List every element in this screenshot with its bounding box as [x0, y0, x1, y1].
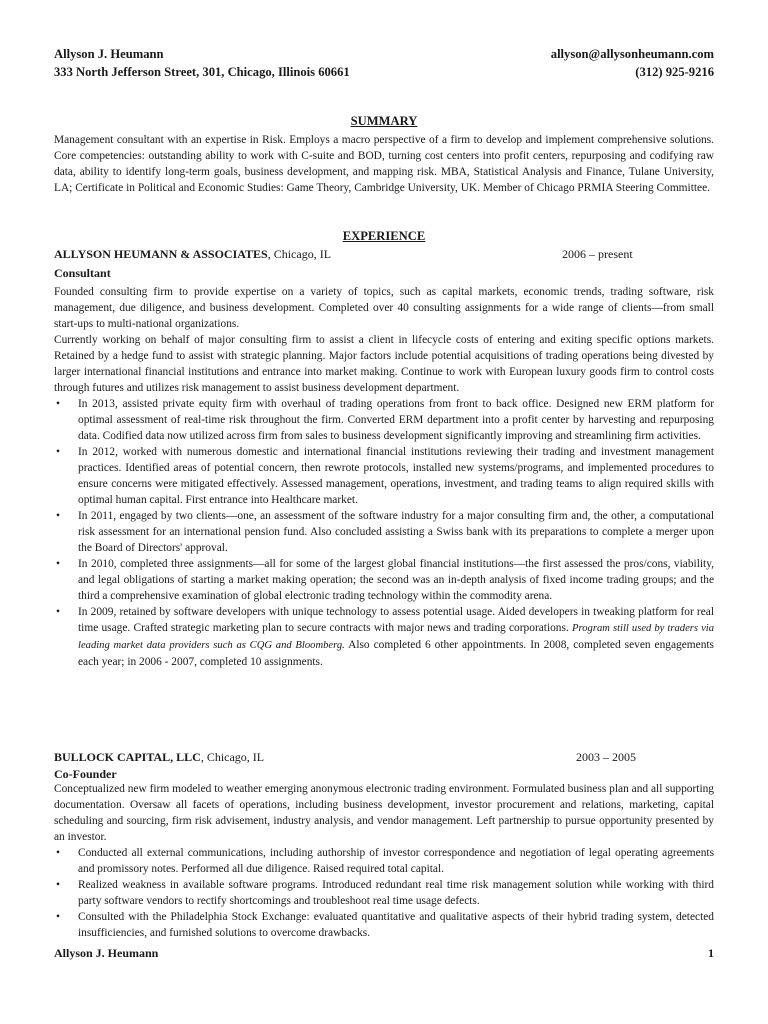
bullet-text: Realized weakness in available software programs. Introduced redundant real time risk management solution while working with third party software vendors to rectify shortcomings and troubleshoot real time usage defects.	[78, 879, 714, 907]
header-line-1	[54, 46, 714, 63]
job-paragraph: Founded consulting firm to provide expertise on a variety of topics, such as capital markets, economic trends, trading software, risk management, due diligence, and business development. Completed over 40 consulting assignments for a wide range of clients—from small start-ups to multi-national organizations.	[54, 286, 714, 330]
experience-heading: EXPERIENCE	[342, 229, 426, 243]
phone-number: (312) 925-9216	[635, 65, 714, 79]
job-role-2: Co-Founder	[54, 767, 117, 781]
bullet-text-part: In 2009, retained by software developers with unique technology to assess potential usage. Aided developers in tweaking platform for real time usage. Crafted strategic marketing plan to secure contracts with major news and trading corporations.	[78, 606, 714, 634]
list-item	[54, 396, 714, 444]
email-address[interactable]: allyson@allysonheumann.com	[550, 47, 714, 61]
job-heading-1	[54, 246, 714, 263]
bullet-icon: •	[56, 847, 60, 859]
job-bullet-list	[54, 396, 714, 670]
summary-text: Management consultant with an expertise in Risk. Employs a macro perspective of a firm to develop and implement comprehensive solutions. Core competencies: outstanding ability to work with C-suite and BOD, turning cost centers into profit centers, repurposing and codifying raw data, ability to identify long-term goals, business development, and mapping risk. MBA, Statistical Analysis and Finance, Tulane University, LA; Certificate in Political and Economic Studies: Game Theory, Cambridge University, UK. Member of Chicago PRMIA Steering Committee.	[54, 134, 714, 194]
bullet-icon: •	[56, 510, 60, 522]
list-item	[54, 444, 714, 508]
job-body-2	[54, 781, 714, 941]
job-firm: ALLYSON HEUMANN & ASSOCIATES	[54, 247, 268, 261]
list-item	[54, 845, 714, 877]
bullet-text: Conducted all external communications, including authorship of investor correspondence and negotiation of legal operating agreements and promissory notes. Performed all due diligence. Raised required total capital.	[78, 847, 714, 875]
bullet-icon: •	[56, 558, 60, 570]
bullet-text: In 2010, completed three assignments—all for some of the largest global financial institutions—the first assessed the pros/cons, viability, and legal obligations of starting a market making operation; the second was an in-depth analysis of fixed income trading groups; and the third a comprehensive examination of global electronic trading technology within the commodity arena.	[78, 558, 714, 602]
street-address: 333 North Jefferson Street, 301, Chicago, Illinois 60661	[54, 65, 350, 79]
job-location: , Chicago, IL	[267, 247, 332, 261]
list-item	[54, 508, 714, 556]
bullet-icon: •	[56, 911, 60, 923]
bullet-icon: •	[56, 398, 60, 410]
job-dates: 2003 – 2005	[576, 750, 636, 764]
footer-name: Allyson J. Heumann	[54, 946, 159, 960]
header-line-2	[54, 64, 714, 81]
candidate-name: Allyson J. Heumann	[54, 47, 164, 61]
bullet-text: In 2011, engaged by two clients—one, an assessment of the software industry for a major consulting firm and, the other, a computational risk assessment for an international pension fund. Also concluded assisting a Swiss bank with its preparations to complete a merger upon the Board of Directors' approval.	[78, 510, 714, 554]
job-paragraph: Currently working on behalf of major consulting firm to assist a client in lifecycle costs of entering and exiting specific options markets. Retained by a hedge fund to assist with strategic planning. Major factors include potential acquisitions of trading operations being divested by larger international financial institutions and entrance into market making. Continue to work with European luxury goods firm to control costs through futures and utilizes risk management to assist business development department.	[54, 334, 714, 394]
bullet-italic-text: Program still used by traders via leading market data providers such as CQG and Bloomberg.	[78, 623, 715, 651]
job-paragraph: Conceptualized new firm modeled to weather emerging anonymous electronic trading environment. Formulated business plan and all supporting documentation. Oversaw all facets of operations, including business development, investor procurement and relations, marketing, capital scheduling and sourcing, firm risk advisement, industry analysis, and vendor management. Left partnership to pursue opportunity presented by an investor.	[54, 783, 714, 843]
bullet-icon: •	[56, 446, 60, 458]
job-firm: BULLOCK CAPITAL, LLC	[54, 750, 201, 764]
job-dates: 2006 – present	[562, 247, 633, 261]
list-item	[54, 909, 714, 941]
job-body-1	[54, 284, 714, 670]
bullet-text-part: Also completed 6 other appointments. In 2008, completed seven engagements each year; in 2006 - 2007, completed 10 assignments.	[78, 639, 714, 668]
bullet-text: In 2013, assisted private equity firm with overhaul of trading operations from front to back office. Designed new ERM platform for optimal assessment of real-time risk throughout the firm. Converted ERM department into a profit center by harvesting and repurposing data. Codified data now utilized across firm from sales to business development significantly improving and streamlining firm activities.	[78, 398, 714, 442]
page-number: 1	[708, 946, 714, 960]
bullet-text: In 2012, worked with numerous domestic and international financial institutions reviewing their trading and investment management practices. Identified areas of potential concern, then rewrote protocols, installed new systems/programs, and implemented procedures to ensure concerns were mitigated effectively. Assessed management, operations, investment, and trading teams to align required skills with optimal human capital. First entrance into Healthcare market.	[78, 446, 714, 506]
job-bullet-list	[54, 845, 714, 941]
list-item	[54, 604, 714, 670]
job-heading-2	[54, 749, 714, 766]
list-item	[54, 877, 714, 909]
bullet-text: Consulted with the Philadelphia Stock Exchange: evaluated quantitative and qualitative aspects of their hybrid trading system, detected insufficiencies, and furnished solutions to overcome drawbacks.	[78, 911, 714, 939]
list-item	[54, 556, 714, 604]
bullet-icon: •	[56, 606, 60, 618]
page-footer	[54, 945, 714, 961]
bullet-icon: •	[56, 879, 60, 891]
job-role-1: Consultant	[54, 266, 111, 280]
job-location: , Chicago, IL	[200, 750, 265, 764]
summary-heading: SUMMARY	[350, 114, 418, 128]
